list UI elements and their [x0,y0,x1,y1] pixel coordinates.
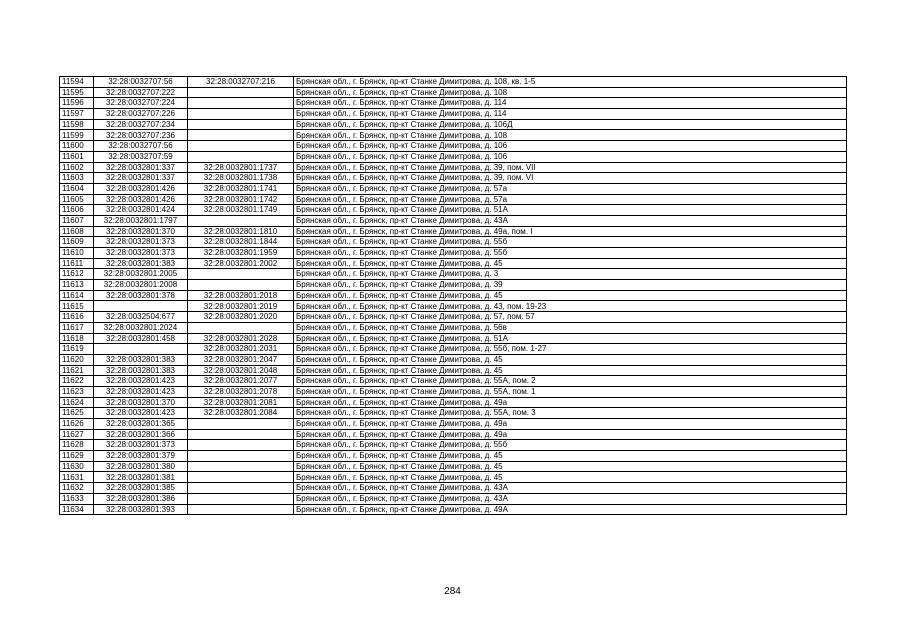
table-row [60,504,847,515]
cadastral-number-cell: 32:28:0032801:423 [94,386,188,397]
table-row [60,87,847,98]
address-cell: Брянская обл., г. Брянск, пр-кт Станке Димитрова, д. 55б [294,248,847,259]
row-number-cell: 11597 [60,109,94,120]
related-cadastral-number-cell [188,87,294,98]
row-number-cell: 11630 [60,461,94,472]
address-cell: Брянская обл., г. Брянск, пр-кт Станке Димитрова, д. 45 [294,258,847,269]
table-row [60,205,847,216]
related-cadastral-number-cell [188,119,294,130]
table-row [60,440,847,451]
table-row [60,109,847,120]
row-number-cell: 11604 [60,183,94,194]
address-cell: Брянская обл., г. Брянск, пр-кт Станке Димитрова, д. 57а [294,183,847,194]
row-number-cell: 11631 [60,472,94,483]
table-row [60,461,847,472]
table-row [60,237,847,248]
cadastral-number-cell: 32:28:0032801:337 [94,162,188,173]
related-cadastral-number-cell [188,483,294,494]
address-cell: Брянская обл., г. Брянск, пр-кт Станке Димитрова, д. 43А [294,493,847,504]
row-number-cell: 11608 [60,226,94,237]
table-row [60,162,847,173]
table-row [60,376,847,387]
cadastral-number-cell: 32:28:0032707:56 [94,77,188,88]
row-number-cell: 11607 [60,215,94,226]
related-cadastral-number-cell: 32:28:0032801:2020 [188,312,294,323]
related-cadastral-number-cell: 32:28:0032801:2081 [188,397,294,408]
cadastral-number-cell: 32:28:0032707:224 [94,98,188,109]
row-number-cell: 11623 [60,386,94,397]
table-row [60,493,847,504]
cadastral-number-cell: 32:28:0032801:370 [94,397,188,408]
row-number-cell: 11600 [60,141,94,152]
address-cell: Брянская обл., г. Брянск, пр-кт Станке Димитрова, д. 55б [294,237,847,248]
row-number-cell: 11619 [60,344,94,355]
related-cadastral-number-cell [188,98,294,109]
table-row [60,354,847,365]
address-cell: Брянская обл., г. Брянск, пр-кт Станке Димитрова, д. 49А [294,504,847,515]
address-cell: Брянская обл., г. Брянск, пр-кт Станке Димитрова, д. 39, пом. VI [294,173,847,184]
row-number-cell: 11594 [60,77,94,88]
cadastral-number-cell: 32:28:0032707:222 [94,87,188,98]
page-number: 284 [444,586,461,597]
address-cell: Брянская обл., г. Брянск, пр-кт Станке Димитрова, д. 108 [294,130,847,141]
table-row [60,419,847,430]
related-cadastral-number-cell [188,419,294,430]
related-cadastral-number-cell [188,109,294,120]
row-number-cell: 11611 [60,258,94,269]
property-registry-table [59,76,847,515]
cadastral-number-cell: 32:28:0032801:379 [94,451,188,462]
row-number-cell: 11634 [60,504,94,515]
related-cadastral-number-cell: 32:28:0032801:1742 [188,194,294,205]
address-cell: Брянская обл., г. Брянск, пр-кт Станке Димитрова, д. 45 [294,461,847,472]
related-cadastral-number-cell [188,451,294,462]
cadastral-number-cell: 32:28:0032801:380 [94,461,188,472]
table-row [60,472,847,483]
table-row [60,226,847,237]
address-cell: Брянская обл., г. Брянск, пр-кт Станке Димитрова, д. 39, пом. VII [294,162,847,173]
related-cadastral-number-cell: 32:28:0032801:1810 [188,226,294,237]
related-cadastral-number-cell: 32:28:0032707:216 [188,77,294,88]
row-number-cell: 11618 [60,333,94,344]
cadastral-number-cell: 32:28:0032801:2024 [94,322,188,333]
table-row [60,258,847,269]
table-row [60,151,847,162]
address-cell: Брянская обл., г. Брянск, пр-кт Станке Димитрова, д. 57а [294,194,847,205]
row-number-cell: 11625 [60,408,94,419]
cadastral-number-cell: 32:28:0032801:426 [94,194,188,205]
table-row [60,386,847,397]
cadastral-number-cell: 32:28:0032801:365 [94,419,188,430]
cadastral-number-cell: 32:28:0032801:373 [94,237,188,248]
address-cell: Брянская обл., г. Брянск, пр-кт Станке Димитрова, д. 45 [294,451,847,462]
row-number-cell: 11605 [60,194,94,205]
registry-table-body [60,77,847,515]
row-number-cell: 11609 [60,237,94,248]
row-number-cell: 11633 [60,493,94,504]
address-cell: Брянская обл., г. Брянск, пр-кт Станке Димитрова, д. 55А, пом. 1 [294,386,847,397]
row-number-cell: 11628 [60,440,94,451]
related-cadastral-number-cell [188,141,294,152]
table-row [60,173,847,184]
address-cell: Брянская обл., г. Брянск, пр-кт Станке Димитрова, д. 39 [294,280,847,291]
related-cadastral-number-cell [188,280,294,291]
row-number-cell: 11603 [60,173,94,184]
table-row [60,119,847,130]
cadastral-number-cell: 32:28:0032801:426 [94,183,188,194]
row-number-cell: 11622 [60,376,94,387]
table-row [60,77,847,88]
address-cell: Брянская обл., г. Брянск, пр-кт Станке Димитрова, д. 45 [294,354,847,365]
address-cell: Брянская обл., г. Брянск, пр-кт Станке Димитрова, д. 49а [294,429,847,440]
table-row [60,194,847,205]
cadastral-number-cell: 32:28:0032801:1797 [94,215,188,226]
row-number-cell: 11626 [60,419,94,430]
cadastral-number-cell: 32:28:0032801:383 [94,258,188,269]
related-cadastral-number-cell [188,215,294,226]
related-cadastral-number-cell [188,461,294,472]
address-cell: Брянская обл., г. Брянск, пр-кт Станке Димитрова, д. 51А [294,205,847,216]
related-cadastral-number-cell [188,130,294,141]
row-number-cell: 11632 [60,483,94,494]
address-cell: Брянская обл., г. Брянск, пр-кт Станке Димитрова, д. 108 [294,87,847,98]
address-cell: Брянская обл., г. Брянск, пр-кт Станке Димитрова, д. 55А, пом. 3 [294,408,847,419]
cadastral-number-cell: 32:28:0032707:59 [94,151,188,162]
related-cadastral-number-cell: 32:28:0032801:2048 [188,365,294,376]
row-number-cell: 11613 [60,280,94,291]
cadastral-number-cell: 32:28:0032707:234 [94,119,188,130]
table-row [60,301,847,312]
address-cell: Брянская обл., г. Брянск, пр-кт Станке Димитрова, д. 43А [294,215,847,226]
address-cell: Брянская обл., г. Брянск, пр-кт Станке Димитрова, д. 45 [294,472,847,483]
address-cell: Брянская обл., г. Брянск, пр-кт Станке Димитрова, д. 114 [294,109,847,120]
address-cell: Брянская обл., г. Брянск, пр-кт Станке Димитрова, д. 106 [294,151,847,162]
table-row [60,130,847,141]
related-cadastral-number-cell: 32:28:0032801:2077 [188,376,294,387]
table-row [60,141,847,152]
row-number-cell: 11596 [60,98,94,109]
related-cadastral-number-cell: 32:28:0032801:2019 [188,301,294,312]
cadastral-number-cell: 32:28:0032801:458 [94,333,188,344]
table-row [60,269,847,280]
address-cell: Брянская обл., г. Брянск, пр-кт Станке Димитрова, д. 55б [294,440,847,451]
address-cell: Брянская обл., г. Брянск, пр-кт Станке Димитрова, д. 49а [294,397,847,408]
row-number-cell: 11620 [60,354,94,365]
cadastral-number-cell: 32:28:0032707:236 [94,130,188,141]
table-row [60,451,847,462]
related-cadastral-number-cell [188,493,294,504]
related-cadastral-number-cell: 32:28:0032801:2018 [188,290,294,301]
row-number-cell: 11614 [60,290,94,301]
related-cadastral-number-cell: 32:28:0032801:2031 [188,344,294,355]
related-cadastral-number-cell [188,269,294,280]
related-cadastral-number-cell [188,472,294,483]
table-row [60,397,847,408]
related-cadastral-number-cell: 32:28:0032801:1844 [188,237,294,248]
address-cell: Брянская обл., г. Брянск, пр-кт Станке Димитрова, д. 43А [294,483,847,494]
related-cadastral-number-cell [188,504,294,515]
cadastral-number-cell: 32:28:0032707:56 [94,141,188,152]
table-row [60,215,847,226]
row-number-cell: 11595 [60,87,94,98]
cadastral-number-cell [94,344,188,355]
row-number-cell: 11624 [60,397,94,408]
row-number-cell: 11617 [60,322,94,333]
address-cell: Брянская обл., г. Брянск, пр-кт Станке Димитрова, д. 56в [294,322,847,333]
cadastral-number-cell: 32:28:0032801:373 [94,248,188,259]
related-cadastral-number-cell: 32:28:0032801:2078 [188,386,294,397]
address-cell: Брянская обл., г. Брянск, пр-кт Станке Димитрова, д. 55А, пом. 2 [294,376,847,387]
related-cadastral-number-cell [188,440,294,451]
row-number-cell: 11598 [60,119,94,130]
cadastral-number-cell: 32:28:0032707:226 [94,109,188,120]
cadastral-number-cell: 32:28:0032801:373 [94,440,188,451]
cadastral-number-cell: 32:28:0032801:383 [94,365,188,376]
row-number-cell: 11610 [60,248,94,259]
cadastral-number-cell: 32:28:0032801:378 [94,290,188,301]
address-cell: Брянская обл., г. Брянск, пр-кт Станке Димитрова, д. 3 [294,269,847,280]
address-cell: Брянская обл., г. Брянск, пр-кт Станке Димитрова, д. 114 [294,98,847,109]
row-number-cell: 11615 [60,301,94,312]
table-row [60,333,847,344]
cadastral-number-cell: 32:28:0032801:370 [94,226,188,237]
address-cell: Брянская обл., г. Брянск, пр-кт Станке Димитрова, д. 108, кв. 1-5 [294,77,847,88]
related-cadastral-number-cell [188,322,294,333]
cadastral-number-cell: 32:28:0032801:2008 [94,280,188,291]
row-number-cell: 11616 [60,312,94,323]
table-row [60,290,847,301]
table-row [60,483,847,494]
table-row [60,429,847,440]
row-number-cell: 11602 [60,162,94,173]
related-cadastral-number-cell [188,151,294,162]
related-cadastral-number-cell: 32:28:0032801:1737 [188,162,294,173]
cadastral-number-cell: 32:28:0032801:423 [94,376,188,387]
cadastral-number-cell: 32:28:0032801:366 [94,429,188,440]
row-number-cell: 11629 [60,451,94,462]
cadastral-number-cell [94,301,188,312]
related-cadastral-number-cell: 32:28:0032801:1749 [188,205,294,216]
address-cell: Брянская обл., г. Брянск, пр-кт Станке Димитрова, д. 45 [294,290,847,301]
related-cadastral-number-cell [188,429,294,440]
address-cell: Брянская обл., г. Брянск, пр-кт Станке Димитрова, д. 55б, пом. 1-27 [294,344,847,355]
table-row [60,98,847,109]
related-cadastral-number-cell: 32:28:0032801:2028 [188,333,294,344]
related-cadastral-number-cell: 32:28:0032801:1738 [188,173,294,184]
table-row [60,408,847,419]
table-row [60,280,847,291]
address-cell: Брянская обл., г. Брянск, пр-кт Станке Димитрова, д. 49а [294,419,847,430]
related-cadastral-number-cell: 32:28:0032801:2084 [188,408,294,419]
table-row [60,365,847,376]
cadastral-number-cell: 32:28:0032801:424 [94,205,188,216]
row-number-cell: 11612 [60,269,94,280]
table-row [60,248,847,259]
address-cell: Брянская обл., г. Брянск, пр-кт Станке Димитрова, д. 45 [294,365,847,376]
cadastral-number-cell: 32:28:0032801:337 [94,173,188,184]
address-cell: Брянская обл., г. Брянск, пр-кт Станке Димитрова, д. 106Д [294,119,847,130]
cadastral-number-cell: 32:28:0032801:2005 [94,269,188,280]
table-row [60,322,847,333]
row-number-cell: 11627 [60,429,94,440]
table-row [60,183,847,194]
cadastral-number-cell: 32:28:0032801:383 [94,354,188,365]
cadastral-number-cell: 32:28:0032801:381 [94,472,188,483]
table-row [60,312,847,323]
cadastral-number-cell: 32:28:0032801:393 [94,504,188,515]
related-cadastral-number-cell: 32:28:0032801:1959 [188,248,294,259]
cadastral-number-cell: 32:28:0032801:423 [94,408,188,419]
row-number-cell: 11601 [60,151,94,162]
related-cadastral-number-cell: 32:28:0032801:2047 [188,354,294,365]
row-number-cell: 11621 [60,365,94,376]
related-cadastral-number-cell: 32:28:0032801:2002 [188,258,294,269]
cadastral-number-cell: 32:28:0032801:386 [94,493,188,504]
row-number-cell: 11606 [60,205,94,216]
address-cell: Брянская обл., г. Брянск, пр-кт Станке Димитрова, д. 43, пом. 19-23 [294,301,847,312]
table-row [60,344,847,355]
address-cell: Брянская обл., г. Брянск, пр-кт Станке Димитрова, д. 49а, пом. I [294,226,847,237]
address-cell: Брянская обл., г. Брянск, пр-кт Станке Димитрова, д. 57, пом. 57 [294,312,847,323]
row-number-cell: 11599 [60,130,94,141]
related-cadastral-number-cell: 32:28:0032801:1741 [188,183,294,194]
cadastral-number-cell: 32:28:0032801:385 [94,483,188,494]
cadastral-number-cell: 32:28:0032504:677 [94,312,188,323]
address-cell: Брянская обл., г. Брянск, пр-кт Станке Димитрова, д. 51А [294,333,847,344]
address-cell: Брянская обл., г. Брянск, пр-кт Станке Димитрова, д. 106 [294,141,847,152]
